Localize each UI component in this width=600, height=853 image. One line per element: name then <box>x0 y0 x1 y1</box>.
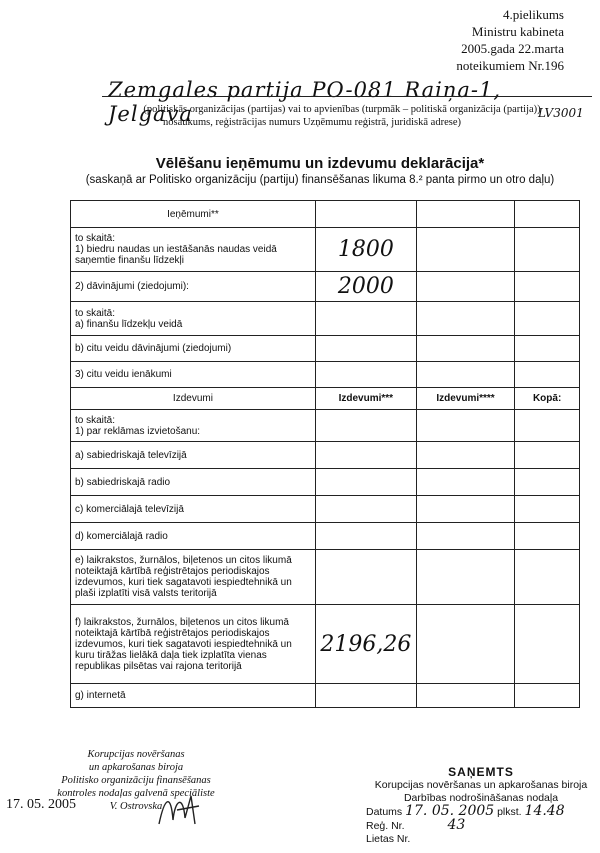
received-stamp <box>366 766 596 846</box>
expense-label: b) sabiedriskajā radio <box>71 469 316 496</box>
party-description <box>92 103 592 129</box>
empty-cell <box>416 336 514 362</box>
empty-cell <box>416 523 514 550</box>
empty-cell <box>416 228 514 272</box>
annex-line: noteikumiem Nr.196 <box>456 58 564 73</box>
document-subtitle: (saskaņā ar Politisko organizāciju (partiju) finansēšanas likuma 8.² panta pirmo un otro daļu) <box>85 174 555 186</box>
expense-section <box>71 388 580 708</box>
empty-cell <box>515 228 580 272</box>
income-section <box>71 201 580 388</box>
stamp-case-row <box>366 833 596 846</box>
income-header: Ieņēmumi** <box>71 201 316 228</box>
empty-cell <box>416 469 514 496</box>
expense-value <box>315 442 416 469</box>
signature-mark <box>155 790 205 836</box>
expense-label: e) laikrakstos, žurnālos, biļetenos un citos likumā noteiktajā kārtībā reģistrētajos periodiskajos izdevumos, kuri tiek sagatavoti iespiedtehnikā un plaši izplatīti visā valsts teritorijā <box>71 550 316 605</box>
stamp-reg-label: Reģ. Nr. <box>366 820 405 832</box>
expense-row <box>71 605 580 684</box>
annex-line: 4.pielikums <box>502 7 564 22</box>
expense-row <box>71 469 580 496</box>
expense-label: c) komerciālajā televīzijā <box>71 496 316 523</box>
empty-cell <box>515 201 580 228</box>
empty-cell <box>416 410 514 442</box>
col-header-expenses-2: Izdevumi**** <box>416 388 514 410</box>
income-row <box>71 228 580 272</box>
party-handwritten: Zemgales partija PO-081 Raiņa-1, Jelgava <box>108 78 502 126</box>
empty-cell <box>416 272 514 302</box>
income-value <box>315 362 416 388</box>
empty-cell <box>515 496 580 523</box>
empty-cell <box>416 362 514 388</box>
stamp-line: Darbības nodrošināšanas nodaļa <box>403 792 559 804</box>
empty-cell <box>515 523 580 550</box>
empty-cell <box>416 605 514 684</box>
expense-value <box>315 550 416 605</box>
note-line: un apkarošanas biroja <box>88 762 184 773</box>
signature-icon <box>155 790 205 830</box>
empty-cell <box>515 336 580 362</box>
expense-label: to skaitā: 1) par reklāmas izvietošanu: <box>71 410 316 442</box>
annex-line: 2005.gada 22.marta <box>461 41 564 56</box>
empty-cell <box>416 302 514 336</box>
expense-header: Izdevumi <box>71 388 316 410</box>
stamp-case-label: Lietas Nr. <box>366 833 411 845</box>
expense-value <box>315 684 416 708</box>
empty-cell <box>515 272 580 302</box>
empty-cell <box>416 496 514 523</box>
expense-row <box>71 523 580 550</box>
note-line: Politisko organizāciju finansēšanas <box>61 775 211 786</box>
empty-cell <box>315 201 416 228</box>
stamp-reg-row <box>366 819 596 833</box>
empty-cell <box>515 302 580 336</box>
income-label: 2) dāvinājumi (ziedojumi): <box>71 272 316 302</box>
empty-cell <box>416 442 514 469</box>
income-label: to skaitā: 1) biedru naudas un iestāšanās naudas veidā saņemtie finanšu līdzekļi <box>71 228 316 272</box>
empty-cell <box>515 362 580 388</box>
party-desc-line2: nosaukums, reģistrācijas numurs Uzņēmumu reģistrā, juridiskā adrese) <box>162 117 461 128</box>
expense-label: a) sabiedriskajā televīzijā <box>71 442 316 469</box>
empty-cell <box>515 605 580 684</box>
expense-row <box>71 442 580 469</box>
income-row <box>71 272 580 302</box>
expense-row <box>71 684 580 708</box>
stamp-date-row <box>366 805 596 819</box>
stamp-date-value: 17. 05. 2005 <box>405 803 495 819</box>
income-label: 3) citu veidu ienākumi <box>71 362 316 388</box>
party-postal-code: LV3001 <box>538 106 584 120</box>
empty-cell <box>416 201 514 228</box>
expense-value: 2196,26 <box>315 605 416 684</box>
expense-value <box>315 469 416 496</box>
income-row <box>71 302 580 336</box>
income-value: 2000 <box>315 272 416 302</box>
empty-cell <box>515 550 580 605</box>
income-value: 1800 <box>315 228 416 272</box>
declaration-table <box>70 200 580 708</box>
party-underline <box>102 96 592 97</box>
expense-row <box>71 550 580 605</box>
expense-label: d) komerciālajā radio <box>71 523 316 550</box>
empty-cell <box>416 684 514 708</box>
col-header-total: Kopā: <box>515 388 580 410</box>
official-name: V. Ostrovska <box>109 801 163 812</box>
empty-cell <box>515 442 580 469</box>
empty-cell <box>416 550 514 605</box>
expense-value <box>315 410 416 442</box>
expense-row <box>71 410 580 442</box>
note-line: kontroles nodaļas galvenā speciāliste <box>57 788 215 799</box>
receipt-date: 17. 05. 2005 <box>6 797 76 812</box>
party-desc-line1: (politiskās organizācijas (partijas) vai to apvienības (turpmāk – politiskā organizācija (partija)) <box>143 104 541 115</box>
stamp-time-label: plkst. <box>497 806 522 818</box>
expense-label: g) internetā <box>71 684 316 708</box>
document-title: Vēlēšanu ieņēmumu un izdevumu deklarācija* <box>155 155 485 172</box>
income-label: to skaitā: a) finanšu līdzekļu veidā <box>71 302 316 336</box>
expense-label: f) laikrakstos, žurnālos, biļetenos un citos likumā noteiktajā kārtībā reģistrētajos periodiskajos izdevumos, kuri tiek sagatavoti iespiedtehnikā un kuru tirāžas lielākā daļa tiek izplatīta vienas republikas pilsētas vai rajona teritorijā <box>71 605 316 684</box>
stamp-title: SAŅEMTS <box>448 765 514 779</box>
expense-header-row <box>71 388 580 410</box>
expense-value <box>315 523 416 550</box>
annex-line: Ministru kabineta <box>471 24 564 39</box>
income-row <box>71 336 580 362</box>
income-row <box>71 362 580 388</box>
col-header-expenses-1: Izdevumi*** <box>315 388 416 410</box>
income-header-row <box>71 201 580 228</box>
empty-cell <box>515 684 580 708</box>
stamp-reg-value: 43 <box>447 817 466 833</box>
expense-value <box>315 496 416 523</box>
stamp-time-value: 14.48 <box>524 803 565 819</box>
annex-reference <box>456 6 564 74</box>
income-value <box>315 336 416 362</box>
expense-row <box>71 496 580 523</box>
stamp-date-label: Datums <box>366 806 403 818</box>
income-value <box>315 302 416 336</box>
income-label: b) citu veidu dāvinājumi (ziedojumi) <box>71 336 316 362</box>
stamp-line: Korupcijas novēršanas un apkarošanas biroja <box>374 779 588 791</box>
note-line: Korupcijas novēršanas <box>87 749 185 760</box>
empty-cell <box>515 469 580 496</box>
empty-cell <box>515 410 580 442</box>
